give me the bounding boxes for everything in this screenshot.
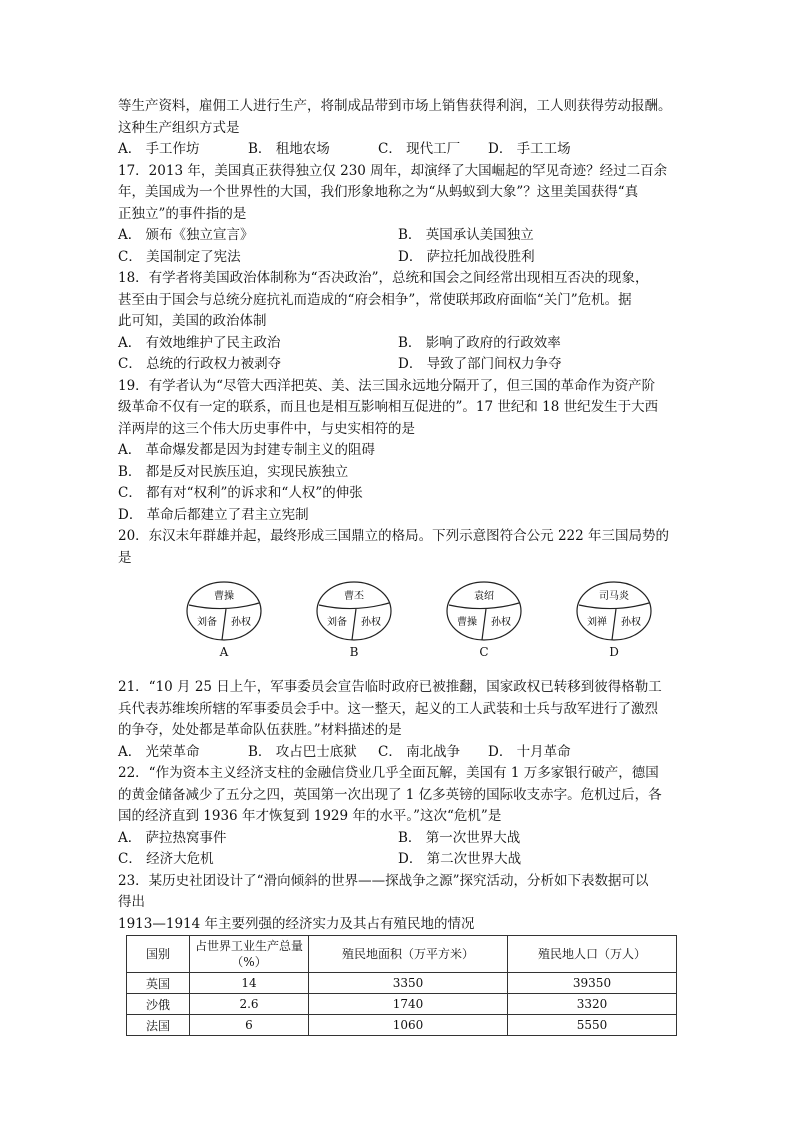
q16-options xyxy=(118,139,678,161)
q21-option-a: A． 光荣革命 xyxy=(118,743,200,760)
q23-text-line-2: 得出 xyxy=(118,894,145,910)
q22-text-line-3: 国的经济直到 1936 年才恢复到 1929 年的水平。”这次“危机”是 xyxy=(118,808,502,824)
q18-option-b: B． 影响了政府的行政效率 xyxy=(398,334,561,351)
pie-a-left: 刘备 xyxy=(197,617,217,628)
table-header: 殖民地人口（万人） xyxy=(508,936,677,973)
pie-d-top: 司马炎 xyxy=(599,591,629,602)
q20-diagram-b xyxy=(306,579,402,671)
q19-text-line-1: 19．有学者认为“尽管大西洋把英、美、法三国永远地分隔开了，但三国的革命作为资产阶 xyxy=(118,377,656,394)
table-cell: 39350 xyxy=(508,973,677,994)
pie-a-right: 孙权 xyxy=(231,617,251,628)
q18-text-line-3: 此可知，美国的政治体制 xyxy=(118,313,267,329)
pie-d-left: 刘禅 xyxy=(587,617,607,628)
table-cell: 英国 xyxy=(127,973,190,994)
q20-diagram-c-letter: C xyxy=(479,645,489,659)
q19-text-line-3: 洋两岸的这三个伟大历史事件中，与史实相符的是 xyxy=(118,420,415,437)
q22-options-row-2 xyxy=(118,849,678,871)
q17-option-d: D． 萨拉托加战役胜利 xyxy=(398,248,535,265)
q18-option-c: C． 总统的行政权力被剥夺 xyxy=(118,356,282,372)
q22-text-line-2: 的黄金储备减少了五分之四，英国第一次出现了 1 亿多英镑的国际收支赤字。危机过后，各 xyxy=(118,786,662,803)
q20-text-line-1: 20．东汉末年群雄并起，最终形成三国鼎立的格局。下列示意图符合公元 222 年三国局势的 xyxy=(118,528,670,544)
q16-text-line-2: 这种生产组织方式是 xyxy=(118,119,240,136)
table-header: 殖民地面积（万平方米） xyxy=(309,936,508,973)
table-cell: 法国 xyxy=(127,1015,190,1036)
q21-option-d: D． 十月革命 xyxy=(488,743,571,760)
q17-option-b: B． 英国承认美国独立 xyxy=(398,227,534,243)
q20-diagram-c xyxy=(436,579,532,671)
q17-option-a: A． 颁布《独立宣言》 xyxy=(118,227,254,243)
table-row xyxy=(127,973,677,994)
q19-text-line-2: 级革命不仅有一定的联系，而且也是相互影响相互促进的”。17 世纪和 18 世纪发生于大西 xyxy=(118,399,659,415)
pie-b-right: 孙权 xyxy=(361,617,381,628)
q22-option-b: B． 第一次世界大战 xyxy=(398,829,521,846)
q22-option-a: A． 萨拉热窝事件 xyxy=(118,829,227,846)
q20-diagram-b-letter: B xyxy=(349,645,359,659)
pie-b-left: 刘备 xyxy=(327,617,347,628)
q21-option-b: B． 攻占巴士底狱 xyxy=(248,743,357,760)
q23-table-caption: 1913—1914 年主要列强的经济实力及其占有殖民地的情况 xyxy=(118,915,475,932)
table-cell: 1060 xyxy=(309,1015,508,1036)
q20-diagram-d xyxy=(566,579,662,671)
colonies-table xyxy=(126,935,677,1036)
q19-option-a: A． 革命爆发都是因为封建专制主义的阻碍 xyxy=(118,442,376,458)
table-cell: 沙俄 xyxy=(127,994,190,1015)
q21-options xyxy=(118,742,678,764)
three-kingdoms-pie-c xyxy=(444,579,524,643)
pie-a-top: 曹操 xyxy=(214,591,234,602)
q21-text-line-1: 21．“10 月 25 日上午，军事委员会宣告临时政府已被推翻，国家政权已转移到彼得格勒工 xyxy=(118,679,662,695)
exam-page xyxy=(118,96,678,1036)
three-kingdoms-pie-d xyxy=(574,579,654,643)
q19-option-b: B． 都是反对民族压迫，实现民族独立 xyxy=(118,463,349,480)
q17-options-row-2 xyxy=(118,247,678,269)
q21-option-c: C． 南北战争 xyxy=(378,743,461,760)
pie-b-top: 曹丕 xyxy=(344,591,364,602)
q18-options-row-2 xyxy=(118,354,678,376)
table-cell: 3350 xyxy=(309,973,508,994)
q21-text-line-2: 兵代表苏维埃所辖的军事委员会手中。这一整天，起义的工人武装和士兵与敌军进行了激烈 xyxy=(118,700,658,717)
q17-text-line-3: 正独立”的事件指的是 xyxy=(118,205,247,222)
q18-text-line-2: 甚至由于国会与总统分庭抗礼而造成的“府会相争”，常使联邦政府面临“关门”危机。据 xyxy=(118,291,632,308)
table-header: 国别 xyxy=(127,936,190,973)
q18-text-line-1: 18．有学者将美国政治体制称为“否决政治”，总统和国会之间经常出现相互否决的现象， xyxy=(118,270,649,286)
q20-diagram-a-letter: A xyxy=(219,645,229,659)
three-kingdoms-pie-a xyxy=(184,579,264,643)
table-cell: 2.6 xyxy=(190,994,309,1015)
q19-option-c: C． 都有对“权利”的诉求和“人权”的伸张 xyxy=(118,485,363,501)
table-cell: 14 xyxy=(190,973,309,994)
table-row xyxy=(127,1015,677,1036)
pie-c-right: 孙权 xyxy=(491,617,511,628)
q17-options-row-1 xyxy=(118,225,678,247)
three-kingdoms-pie-b xyxy=(314,579,394,643)
q20-diagram-d-letter: D xyxy=(609,645,619,659)
q16-option-c: C． 现代工厂 xyxy=(378,141,461,157)
q16-text-line-1: 等生产资料，雇佣工人进行生产，将制成品带到市场上销售获得利润，工人则获得劳动报酬。 xyxy=(118,98,672,114)
q22-option-d: D． 第二次世界大战 xyxy=(398,851,522,867)
table-cell: 6 xyxy=(190,1015,309,1036)
pie-c-top: 袁绍 xyxy=(474,591,494,602)
q16-option-b: B． 租地农场 xyxy=(248,141,330,157)
q23-text-line-1: 23．某历史社团设计了“滑向倾斜的世界——探战争之源”探究活动，分析如下表数据可以 xyxy=(118,872,649,889)
table-cell: 3320 xyxy=(508,994,677,1015)
q22-options-row-1 xyxy=(118,828,678,850)
q22-option-c: C． 经济大危机 xyxy=(118,851,214,867)
q18-options-row-1 xyxy=(118,333,678,355)
q20-diagrams xyxy=(176,579,678,671)
q19-option-d: D． 革命后都建立了君主立宪制 xyxy=(118,506,309,523)
table-cell: 1740 xyxy=(309,994,508,1015)
table-row xyxy=(127,994,677,1015)
q16-option-d: D． 手工工场 xyxy=(488,141,571,157)
q22-text-line-1: 22．“作为资本主义经济支柱的金融信贷业几乎全面瓦解，美国有 1 万多家银行破产，德国 xyxy=(118,765,659,781)
table-header-row xyxy=(127,936,677,973)
q16-option-a: A． 手工作坊 xyxy=(118,141,200,157)
q17-text-line-2: 年，美国成为一个世界性的大国，我们形象地称之为“从蚂蚁到大象”？这里美国获得“真 xyxy=(118,184,639,200)
q20-diagram-a xyxy=(176,579,272,671)
table-header: 占世界工业生产总量（%） xyxy=(190,936,309,973)
q17-text-line-1: 17．2013 年，美国真正获得独立仅 230 周年，却演绎了大国崛起的罕见奇迹？经过二百余 xyxy=(118,162,668,179)
q18-option-d: D． 导致了部门间权力争夺 xyxy=(398,356,562,372)
q20-text-line-2: 是 xyxy=(118,549,132,566)
pie-d-right: 孙权 xyxy=(621,617,641,628)
q18-option-a: A． 有效地维护了民主政治 xyxy=(118,334,281,351)
q17-option-c: C． 美国制定了宪法 xyxy=(118,248,241,265)
table-cell: 5550 xyxy=(508,1015,677,1036)
q21-text-line-3: 的争夺，处处都是革命队伍获胜。”材料描述的是 xyxy=(118,722,402,738)
pie-c-left: 曹操 xyxy=(457,617,477,628)
